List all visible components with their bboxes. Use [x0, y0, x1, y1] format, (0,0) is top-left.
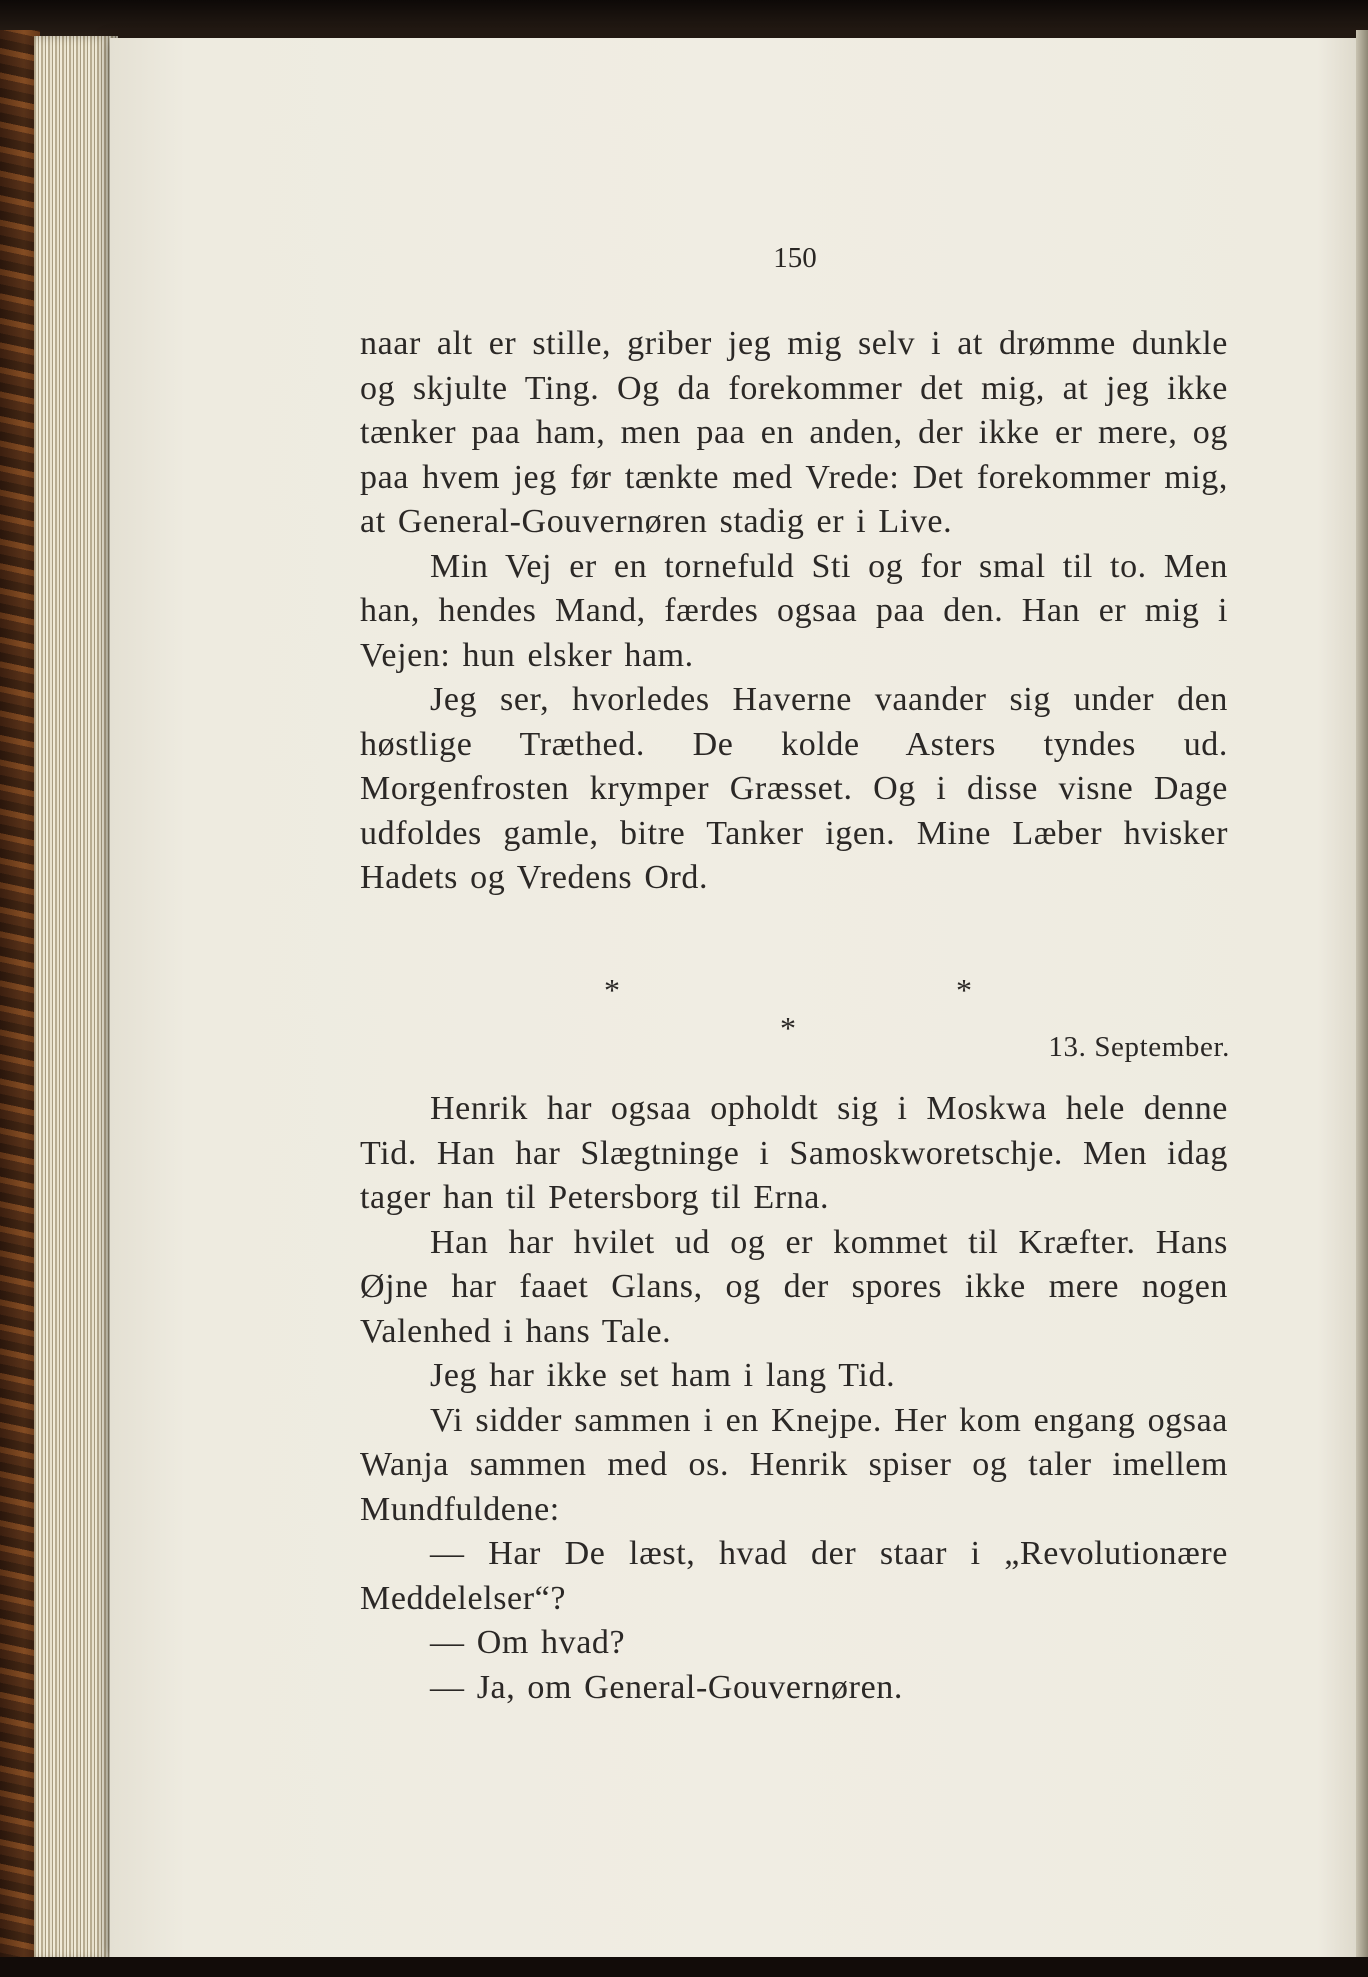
asterisk-right: * [956, 972, 972, 1008]
dialogue-line: — Ja, om General-Gouvernøren. [430, 1668, 903, 1706]
dialogue-line: — Om hvad? [430, 1624, 626, 1661]
paragraph: Min Vej er en tornefuld Sti og for smal til to. Men han, hendes Mand, færdes ogsaa paa den. Han er mig i Vejen: hun elsker ham. [360, 547, 1228, 674]
paragraph: Jeg ser, hvorledes Haverne vaander sig under den høstlige Træthed. De kolde Asters tyndes ud. Morgenfrosten krymper Græsset. Og i disse visne Dage udfoldes gamle, bitre Tanker igen. Mine Læber hvisker Hadets og Vredens Ord. [360, 681, 1228, 896]
bottom-shadow [0, 1957, 1368, 1977]
asterism-divider [560, 972, 1000, 1046]
paragraph: Han har hvilet ud og er kommet til Kræfter. Hans Øjne har faaet Glans, og der spores ikke mere nogen Valenhed i hans Tale. [360, 1223, 1228, 1350]
text-section-1 [360, 322, 1228, 901]
right-page-edge [1356, 30, 1368, 1965]
paragraph: Vi sidder sammen i en Knejpe. Her kom engang ogsaa Wanja sammen med os. Henrik spiser og taler imellem Mundfuldene: [360, 1401, 1228, 1528]
asterisk-left: * [604, 972, 620, 1008]
page-number: 150 [773, 242, 817, 274]
paragraph: Henrik har ogsaa opholdt sig i Moskwa hele denne Tid. Han har Slægtninge i Samoskworetschje. Men idag tager han til Petersborg til Erna. [360, 1090, 1228, 1216]
page-edges [34, 36, 118, 1961]
text-section-2 [360, 1087, 1228, 1710]
asterisk-middle: * [780, 1010, 796, 1046]
dialogue-line: — Har De læst, hvad der staar i „Revolutionære Meddelelser“? [360, 1535, 1228, 1617]
top-shadow [0, 0, 1368, 40]
entry-date: 13. September. [1048, 1031, 1230, 1063]
paragraph: naar alt er stille, griber jeg mig selv i at drømme dunkle og skjulte Ting. Og da forekommer det mig, at jeg ikke tænker paa ham, men paa en anden, der ikke er mere, og paa hvem jeg før tænkte med Vrede: Det forekommer mig, at General-Gouvernøren stadig er i Live. [360, 325, 1228, 540]
paragraph: Jeg har ikke set ham i lang Tid. [430, 1357, 896, 1394]
